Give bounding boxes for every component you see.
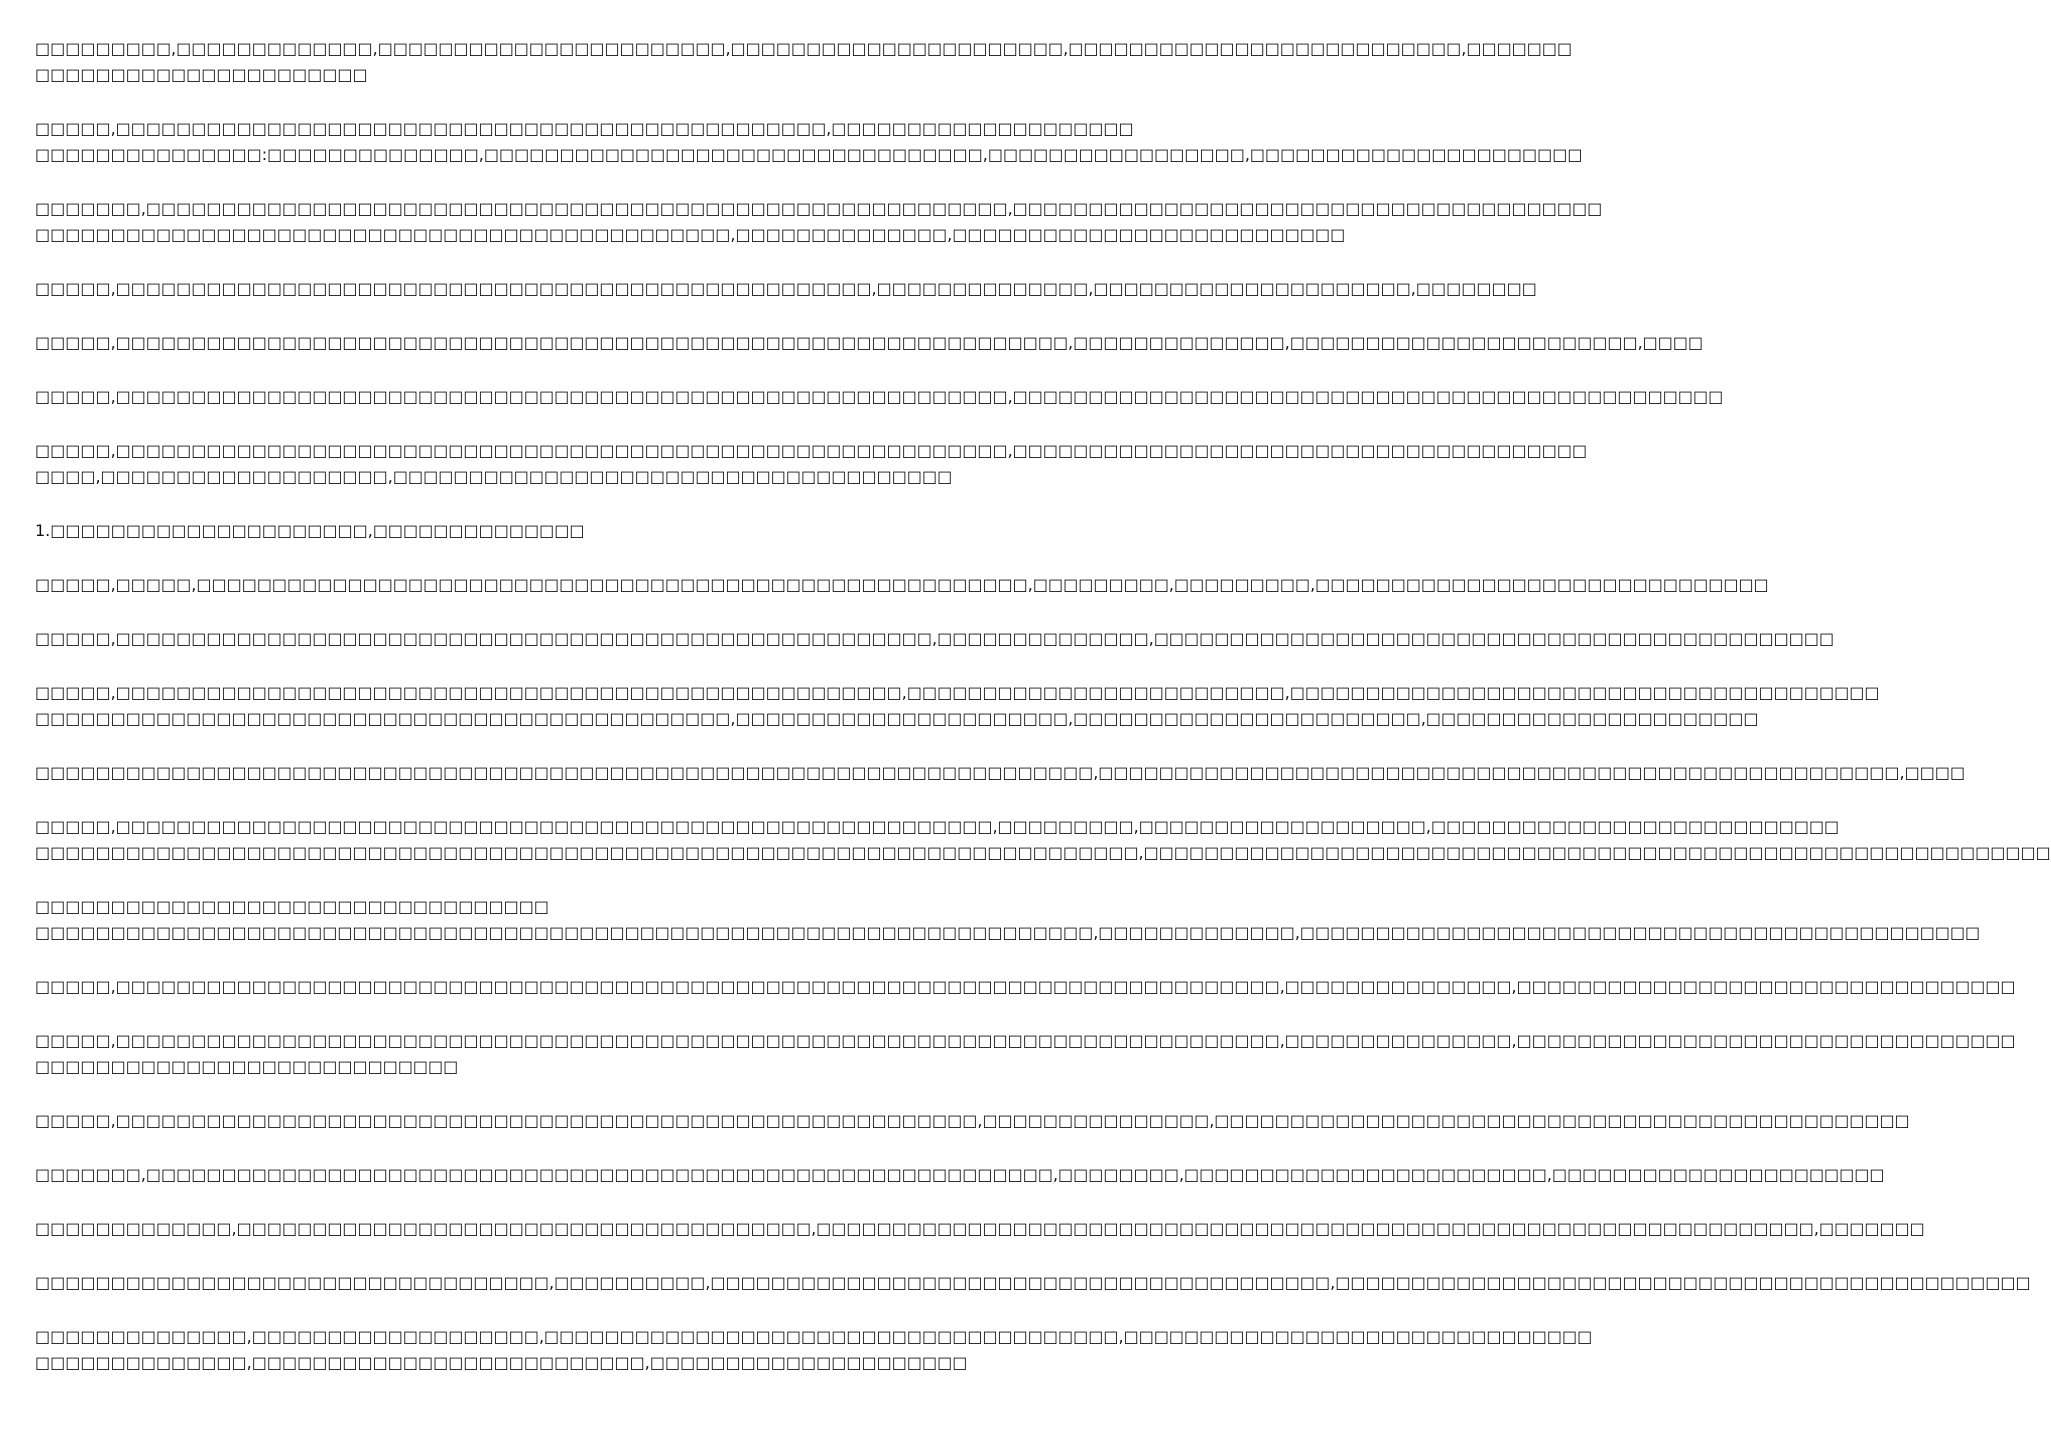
text-line: □□□□□,□□□□□□□□□□□□□□□□□□□□□□□□□□□□□□□□□□□□□□□□□□□□□□□□□□□□□□□□□□□□□□□,□□□□□□□□□□□□□□,□□□□□□□□□□□□□□□□□□□□□□□,□□□□ xyxy=(35,333,1704,352)
paragraph xyxy=(35,116,1583,168)
text-line: □□□□□□□□□□□□□□□□□□□□□□□□□□□□□□□□□□,□□□□□□□□□□,□□□□□□□□□□□□□□□□□□□□□□□□□□□□□□□□□□□□□□□□□,□□□□□□□□□□□□□□□□□□□□□□□□□□□□□□□□□□□□□□□□□□□□□□ xyxy=(35,1273,2031,1292)
paragraph xyxy=(35,276,1537,302)
text-line: □□□□□□□□□□□□□□,□□□□□□□□□□□□□□□□□□□,□□□□□□□□□□□□□□□□□□□□□□□□□□□□□□□□□□□□□□,□□□□□□□□□□□□□□□□□□□□□□□□□□□□□□□ xyxy=(35,1327,1593,1346)
text-line: □□□□□□□□□□□□□□□□□□□□□□□□□□□□□□□□□□□□□□□□□□□□□□□□□□□□□□□□□□□□□□□□□□□□□□,□□□□□□□□□□□□□□□□□□□□□□□□□□□□□□□□□□□□□□□□□□□□□□□□□□□□□,□□□□ xyxy=(35,763,1966,782)
paragraph xyxy=(35,36,1573,88)
paragraph xyxy=(35,196,1603,248)
text-line: □□□□□,□□□□□□□□□□□□□□□□□□□□□□□□□□□□□□□□□□□□□□□□□□□□□□□□□□□□□□□□□□□□□□□□□□□□□□□□□□□□□,□□□□□□□□□□□□□□□,□□□□□□□□□□□□□□□□□□□□□□□□□□□□□□□□□ xyxy=(35,1031,2016,1050)
paragraph xyxy=(35,1270,2031,1296)
paragraph xyxy=(35,1216,1925,1242)
paragraph xyxy=(35,330,1704,356)
text-line: □□□□□,□□□□□□□□□□□□□□□□□□□□□□□□□□□□□□□□□□□□□□□□□□□□□□□□□□□□□□,□□□□□□□□□□□□□□,□□□□□□□□□□□□□□□□□□□□□□□□□□□□□□□□□□□□□□□□□□□□□ xyxy=(35,629,1835,648)
text-line: □□□□□□□□□□□□□□□□□□□□□□□□□□□□□□□□□□□□□□□□□□□□□□□□□□□□□□□□□□□□□□□□□□□□□□,□□□□□□□□□□□□□,□□□□□□□□□□□□□□□□□□□□□□□□□□□□□□□□□□□□□□□□□□□□□ xyxy=(35,923,1981,942)
text-line: □□□□□,□□□□□□□□□□□□□□□□□□□□□□□□□□□□□□□□□□□□□□□□□□□□□□□□□□□□□□□□□,□□□□□□□□□□□□□□□,□□□□□□□□□□□□□□□□□□□□□□□□□□□□□□□□□□□□□□□□□□□□□□ xyxy=(35,1111,1910,1130)
text-line: □□□□□,□□□□□,□□□□□□□□□□□□□□□□□□□□□□□□□□□□□□□□□□□□□□□□□□□□□□□□□□□□□□□,□□□□□□□□□,□□□□□□□□□,□□□□□□□□□□□□□□□□□□□□□□□□□□□□□□ xyxy=(35,575,1769,594)
paragraph xyxy=(35,760,1966,786)
text-line: □□□□□□□□□□□□□□□□□□□□□□□□□□□□ xyxy=(35,1057,459,1076)
paragraph xyxy=(35,1028,2016,1080)
paragraph xyxy=(35,814,2051,866)
paragraph xyxy=(35,518,990,544)
text-line: 1.□□□□□□□□□□□□□□□□□□□□□,□□□□□□□□□□□□□□ xyxy=(35,521,585,540)
text-line: □□□□□,□□□□□□□□□□□□□□□□□□□□□□□□□□□□□□□□□□□□□□□□□□□□□□□□□□,□□□□□□□□□□□□□□,□□□□□□□□□□□□□□□□□□□□□,□□□□□□□□ xyxy=(35,279,1537,298)
text-line: □□□□□,□□□□□□□□□□□□□□□□□□□□□□□□□□□□□□□□□□□□□□□□□□□□□□□□□□□□□□□□□□□□□□□□□□□□□□□□□□□□□,□□□□□□□□□□□□□□□,□□□□□□□□□□□□□□□□□□□□□□□□□□□□□□□□□ xyxy=(35,977,2016,996)
text-line: □□□□□□□,□□□□□□□□□□□□□□□□□□□□□□□□□□□□□□□□□□□□□□□□□□□□□□□□□□□□□□□□□,□□□□□□□□□□□□□□□□□□□□□□□□□□□□□□□□□□□□□□□ xyxy=(35,199,1603,218)
text-line: □□□□□,□□□□□□□□□□□□□□□□□□□□□□□□□□□□□□□□□□□□□□□□□□□□□□□□□□□□□□□□□□□,□□□□□□□□□□□□□□□□□□□□□□□□□□□□□□□□□□□□□□□□□□□□□□□ xyxy=(35,387,1724,406)
paragraph xyxy=(35,894,1981,946)
text-line: □□□□,□□□□□□□□□□□□□□□□□□□,□□□□□□□□□□□□□□□□□□□□□□□□□□□□□□□□□□□□□ xyxy=(35,467,953,486)
paragraph xyxy=(35,1162,1885,1188)
text-line: □□□□□,□□□□□□□□□□□□□□□□□□□□□□□□□□□□□□□□□□□□□□□□□□□□□□□□□□□□□□□□□□□,□□□□□□□□□□□□□□□□□□□□□□□□□□□□□□□□□□□□□□ xyxy=(35,441,1588,460)
text-line: □□□□□□□□□□□□□□□□□□□□□□□□□□□□□□□□□□□□□□□□□□□□□□,□□□□□□□□□□□□□□,□□□□□□□□□□□□□□□□□□□□□□□□□□ xyxy=(35,225,1346,244)
text-line: □□□□□□□□□□□□□□□□□□□□□□□□□□□□□□□□□□□□□□□□□□□□□□,□□□□□□□□□□□□□□□□□□□□□□,□□□□□□□□□□□□□□□□□□□□□□□,□□□□□□□□□□□□□□□□□□□□□□ xyxy=(35,709,1759,728)
paragraph xyxy=(35,438,1588,490)
text-line: □□□□□,□□□□□□□□□□□□□□□□□□□□□□□□□□□□□□□□□□□□□□□□□□□□□□□□□□□□,□□□□□□□□□□□□□□□□□□□□□□□□□,□□□□□□□□□□□□□□□□□□□□□□□□□□□□□□□□□□□□□□□ xyxy=(35,683,1880,702)
document-body xyxy=(35,36,2051,1404)
text-line: □□□□□,□□□□□□□□□□□□□□□□□□□□□□□□□□□□□□□□□□□□□□□□□□□□□□□□□□□□□□□□□□,□□□□□□□□□,□□□□□□□□□□□□□□□□□□□,□□□□□□□□□□□□□□□□□□□□□□□□□□□ xyxy=(35,817,1840,836)
text-line: □□□□□□□□□□□□□□□□□□□□□□ xyxy=(35,65,368,84)
text-line: □□□□□□□□□□□□□□□:□□□□□□□□□□□□□□,□□□□□□□□□□□□□□□□□□□□□□□□□□□□□□□□□,□□□□□□□□□□□□□□□□□,□□□□□□□□□□□□□□□□□□□□□□ xyxy=(35,145,1583,164)
paragraph xyxy=(35,680,1880,732)
text-line: □□□□□□□□□,□□□□□□□□□□□□□,□□□□□□□□□□□□□□□□□□□□□□□,□□□□□□□□□□□□□□□□□□□□□□,□□□□□□□□□□□□□□□□□□□□□□□□□□,□□□□□□□ xyxy=(35,39,1573,58)
text-line: □□□□□□□□□□□□□□,□□□□□□□□□□□□□□□□□□□□□□□□□□,□□□□□□□□□□□□□□□□□□□□□ xyxy=(35,1353,968,1372)
paragraph xyxy=(35,572,1769,598)
text-line: □□□□□□□□□□□□□□□□□□□□□□□□□□□□□□□□□□□□□□□□□□□□□□□□□□□□□□□□□□□□□□□□□□□□□□□□□,□□□□□□□□□□□□□□□□□□□□□□□□□□□□□□□□□□□□□□□□□□□□□□□□□□□□□□□□□□□□ xyxy=(35,843,2051,862)
paragraph xyxy=(35,1108,1910,1134)
text-line: □□□□□□□,□□□□□□□□□□□□□□□□□□□□□□□□□□□□□□□□□□□□□□□□□□□□□□□□□□□□□□□□□□□□,□□□□□□□□,□□□□□□□□□□□□□□□□□□□□□□□□,□□□□□□□□□□□□□□□□□□□□□□ xyxy=(35,1165,1885,1184)
text-line: □□□□□,□□□□□□□□□□□□□□□□□□□□□□□□□□□□□□□□□□□□□□□□□□□□□□□,□□□□□□□□□□□□□□□□□□□□ xyxy=(35,119,1134,138)
text-line: □□□□□□□□□□□□□□□□□□□□□□□□□□□□□□□□□□ xyxy=(35,897,549,916)
paragraph xyxy=(35,384,1724,410)
paragraph xyxy=(35,626,1835,652)
paragraph xyxy=(35,1324,1593,1376)
paragraph xyxy=(35,974,2016,1000)
text-line: □□□□□□□□□□□□□,□□□□□□□□□□□□□□□□□□□□□□□□□□□□□□□□□□□□□□,□□□□□□□□□□□□□□□□□□□□□□□□□□□□□□□□□□□□□□□□□□□□□□□□□□□□□□□□□□□□□□□□□□,□□□□□□□ xyxy=(35,1219,1925,1238)
